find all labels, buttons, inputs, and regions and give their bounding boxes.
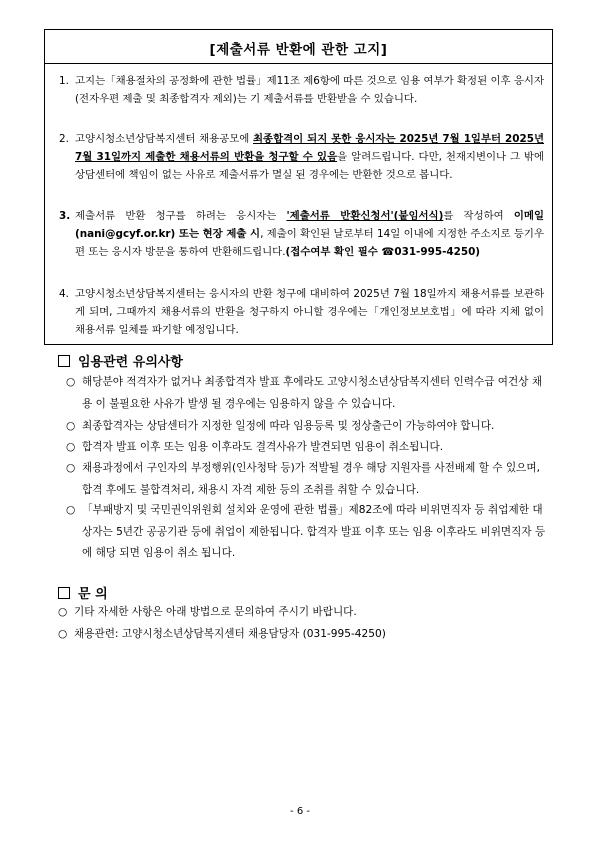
notice-box — [44, 29, 553, 345]
caution-heading — [58, 351, 183, 370]
caution-heading-text: 임용관련 유의사항 — [78, 355, 183, 370]
notice-item-number: 3. — [59, 210, 71, 222]
notice-item-text: 고양시청소년상담복지센터는 응시자의 반환 청구에 대비하여 2025년 7월 18일까지 채용서류를 보관하게 되며, 그때까지 채용서류의 반환을 청구하지 아니할 경우에는「개인정보보호법」에 따라 지체 없이 채용서류 일체를 파기할 예정입니다. — [75, 288, 544, 336]
notice-item-contact: (접수여부 확인 필수 ☎031-995-4250) — [285, 246, 481, 258]
caution-item-5 — [66, 500, 550, 565]
circle-bullet-icon: ○ — [66, 441, 76, 453]
inquiry-item-text: 채용관련: 고양시청소년상담복지센터 채용담당자 (031-995-4250) — [74, 628, 386, 640]
caution-item-text: 해당분야 적격자가 없거나 최종합격자 발표 후에라도 고양시청소년상담복지센터 인력수급 여건상 채용 이 불필요한 사유가 발생 될 경우에는 임용하지 않을 수 있습니다. — [82, 376, 543, 410]
caution-item-4 — [66, 458, 550, 501]
notice-item-emphasis: 최종합격이 되지 못한 응시자는 2025년 7월 1일부터 2025년 7월 31일까지 제출한 채용서류의 반환을 청구할 수 있음 — [75, 133, 544, 163]
circle-bullet-icon: ○ — [58, 628, 68, 640]
caution-item-text: 「부패방지 및 국민권익위원회 설치와 운영에 관한 법률」제82조에 따라 비위면직자 등 취업제한 대상자는 5년간 공공기관 등에 취업이 제한됩니다. 합격자 발표 이후 또는 임용 이후라도 비위면직자 등에 해당 되면 임용이 취소 됩니다. — [82, 504, 546, 559]
caution-item-1 — [66, 372, 550, 415]
checkbox-square-icon — [58, 587, 70, 599]
inquiry-item-2 — [58, 624, 548, 646]
notice-title: [제출서류 반환에 관한 고지] — [209, 42, 388, 58]
circle-bullet-icon: ○ — [66, 420, 76, 432]
notice-item-1 — [59, 72, 544, 108]
circle-bullet-icon: ○ — [58, 606, 68, 618]
notice-item-number: 2. — [59, 133, 69, 145]
notice-item-text-part: , 제출이 확인된 날로부터 14일 이내에 지정한 주소지로 등기우편 또는 응시자 방문을 통하여 반환해드립니다. — [75, 228, 544, 258]
notice-item-text-part: 고양시청소년상담복지센터 채용공모에 — [75, 133, 253, 145]
circle-bullet-icon: ○ — [66, 462, 76, 474]
notice-item-number: 1. — [59, 75, 69, 87]
notice-item-text-part: 제출서류 반환 청구를 하려는 응시자는 — [75, 210, 287, 222]
notice-item-3 — [59, 207, 544, 261]
page-number: - 6 - — [290, 806, 310, 817]
inquiry-item-text: 기타 자세한 사항은 아래 방법으로 문의하여 주시기 바랍니다. — [74, 606, 357, 618]
notice-item-2 — [59, 130, 544, 184]
notice-item-emphasis: '제출서류 반환신청서'(붙임서식) — [286, 210, 444, 222]
checkbox-square-icon — [58, 355, 70, 367]
caution-item-text: 합격자 발표 이후 또는 임용 이후라도 결격사유가 발견되면 임용이 취소됩니다. — [82, 441, 444, 453]
inquiry-item-1 — [58, 602, 548, 624]
caution-item-2 — [66, 416, 550, 438]
title-divider — [45, 63, 552, 64]
notice-item-text: 고지는「채용절차의 공정화에 관한 법률」제11조 제6항에 따른 것으로 임용 여부가 확정된 이후 응시자(전자우편 제출 및 최종합격자 제외)는 기 제출서류를 반환받을 수 있습니다. — [75, 75, 544, 105]
inquiry-heading-text: 문 의 — [78, 587, 108, 602]
caution-item-3 — [66, 437, 550, 459]
notice-item-text-part: 을 알려드립니다. 다만, 천재지변이나 그 밖에 상담센터에 책임이 없는 사유로 제출서류가 멸실 된 경우에는 반환한 것으로 봅니다. — [75, 151, 545, 181]
notice-item-number: 4. — [59, 288, 69, 300]
notice-item-text — [75, 207, 544, 261]
circle-bullet-icon: ○ — [66, 504, 76, 516]
notice-item-email: 이메일(nani@gcyf.or.kr) 또는 현장 제출 시 — [75, 210, 544, 240]
caution-item-text: 채용과정에서 구인자의 부정행위(인사청탁 등)가 적발될 경우 해당 지원자를 사전배제 할 수 있으며, 합격 후에도 불합격처리, 채용시 자격 제한 등의 조취를 취할 수 있습니다. — [82, 462, 541, 496]
circle-bullet-icon: ○ — [66, 376, 76, 388]
notice-item-text-part: 를 작성하여 — [443, 210, 514, 222]
notice-item-4 — [59, 285, 544, 339]
notice-item-text — [75, 130, 544, 184]
caution-item-text: 최종합격자는 상담센터가 지정한 일정에 따라 임용등록 및 정상출근이 가능하여야 합니다. — [82, 420, 495, 432]
inquiry-heading — [58, 583, 108, 602]
